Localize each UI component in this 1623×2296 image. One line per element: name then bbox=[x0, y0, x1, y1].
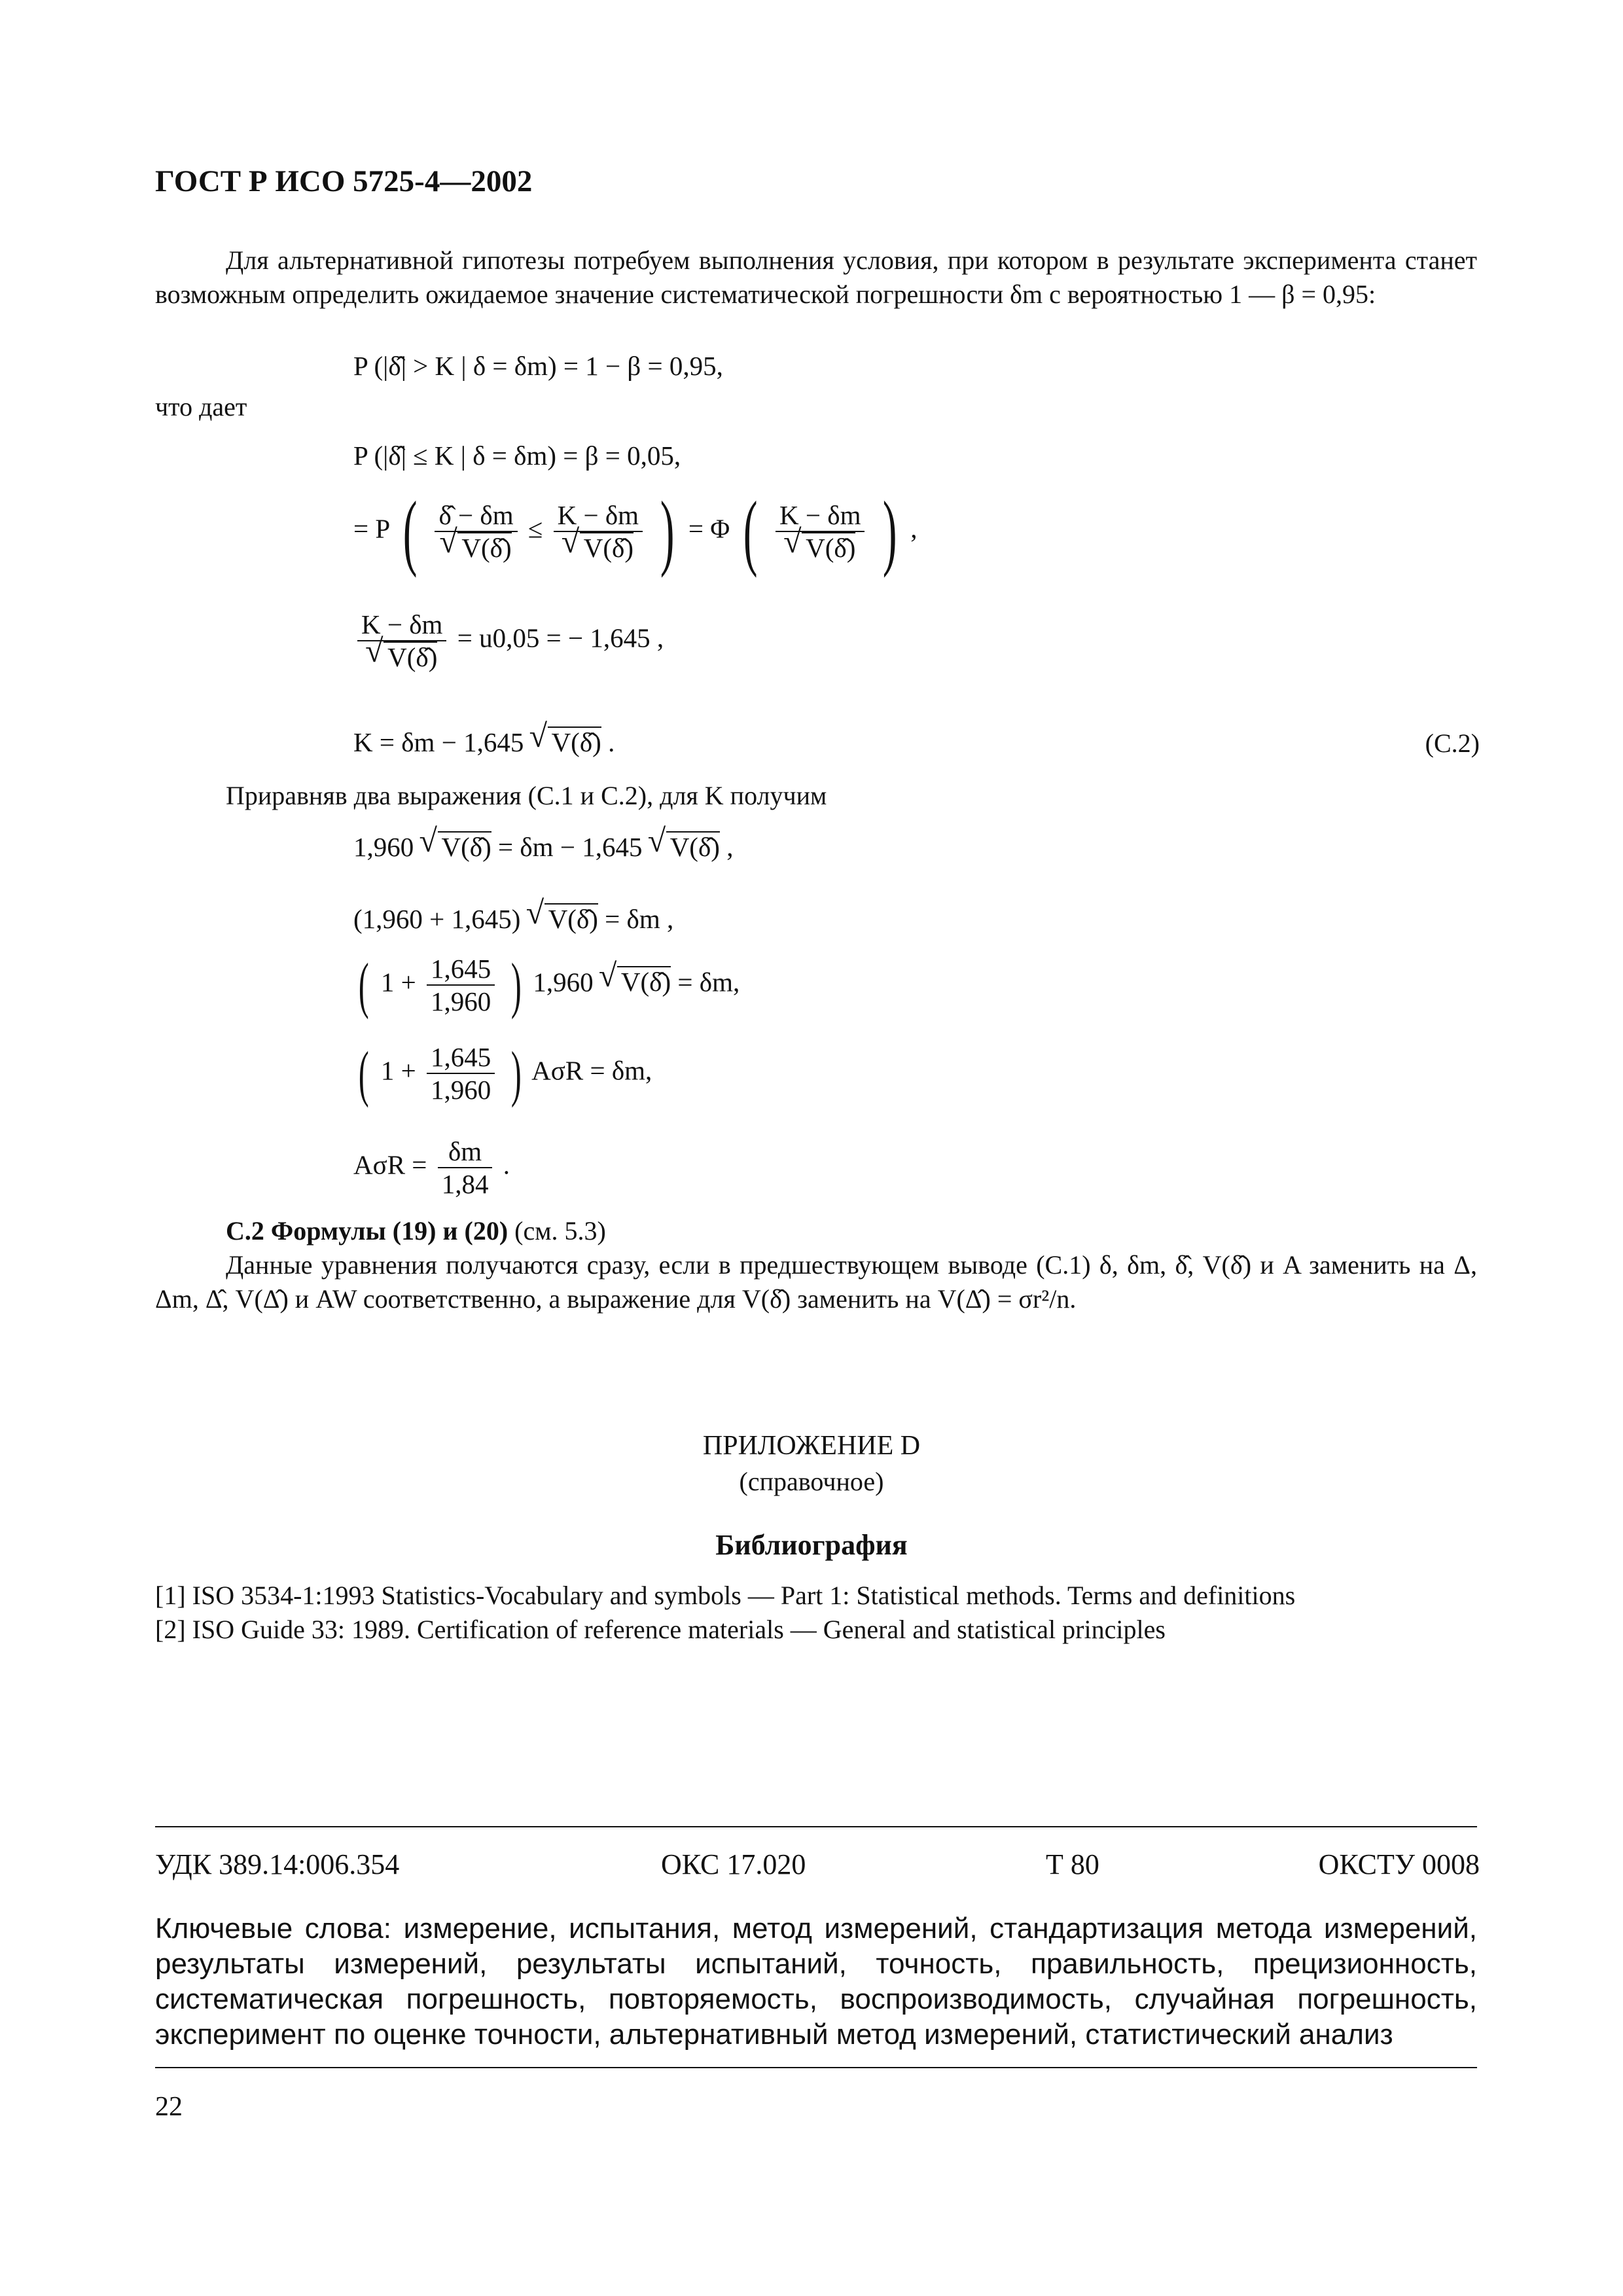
equation-10 bbox=[353, 1136, 510, 1200]
oks-code: ОКС 17.020 bbox=[661, 1848, 806, 1880]
eq10-num: δm bbox=[438, 1136, 493, 1168]
eq3-den-2 bbox=[554, 532, 643, 564]
eq9-fraction bbox=[427, 1041, 495, 1105]
eq3-den-3 bbox=[776, 532, 865, 564]
eq4-den bbox=[357, 641, 446, 673]
eq6-b: = δm − 1,645 bbox=[497, 832, 643, 862]
eq3-suffix: , bbox=[910, 513, 918, 544]
equation-6 bbox=[353, 831, 733, 863]
eq10-lhs: AσR = bbox=[353, 1149, 427, 1180]
eq8-num: 1,645 bbox=[427, 953, 495, 986]
sqrt-symbol: √ V(δ̂) bbox=[666, 831, 720, 861]
eq7-b: = δm , bbox=[605, 904, 674, 934]
equate-paragraph: Приравняв два выражения (С.1 и С.2), для K получим bbox=[226, 781, 827, 810]
eq10-fraction bbox=[438, 1136, 493, 1200]
sqrt-symbol: √ V(δ̂) bbox=[617, 966, 671, 996]
eq9-b: AσR = δm, bbox=[531, 1055, 652, 1086]
eq5-lhs: K = δm − 1,645 bbox=[353, 727, 524, 757]
section-c2-title: C.2 Формулы (19) и (20) bbox=[226, 1216, 508, 1246]
gives-label: что дает bbox=[155, 392, 247, 422]
udk-code: УДК 389.14:006.354 bbox=[155, 1848, 400, 1880]
footer-rule-top bbox=[155, 1826, 1477, 1827]
equation-5 bbox=[353, 726, 615, 758]
eq9-one: 1 + bbox=[380, 1055, 416, 1086]
section-c2-ref: (см. 5.3) bbox=[508, 1216, 606, 1246]
eq9-den: 1,960 bbox=[431, 1075, 491, 1105]
eq10-den: 1,84 bbox=[441, 1169, 489, 1199]
equation-4 bbox=[353, 609, 664, 673]
equation-2: P (|δ̂| ≤ K | δ = δm) = β = 0,05, bbox=[353, 440, 681, 471]
okstu-code: ОКСТУ 0008 bbox=[1318, 1848, 1480, 1880]
eq3-fraction-3 bbox=[776, 499, 865, 564]
eq3-num-2: K − δm bbox=[554, 499, 643, 532]
equation-number-c2: (C.2) bbox=[1425, 728, 1480, 758]
eq3-rparen-2: ) bbox=[882, 484, 897, 579]
t-code: Т 80 bbox=[1046, 1848, 1099, 1880]
eq5-end: . bbox=[608, 727, 615, 757]
eq8-b: 1,960 bbox=[533, 967, 594, 997]
eq9-num: 1,645 bbox=[427, 1041, 495, 1074]
footer-rule-bottom bbox=[155, 2067, 1477, 2068]
eq3-le: ≤ bbox=[527, 513, 543, 544]
equation-9 bbox=[353, 1041, 652, 1106]
sqrt-symbol: √ V(δ̂) bbox=[383, 641, 437, 672]
eq4-fraction bbox=[357, 609, 446, 673]
eq9-lparen: ( bbox=[358, 1039, 369, 1108]
bibliography-item-2: [2] ISO Guide 33: 1989. Certification of reference materials — General and statistical principles bbox=[155, 1615, 1166, 1644]
page-number: 22 bbox=[155, 2092, 183, 2122]
equation-7 bbox=[353, 903, 673, 935]
equation-1: P (|δ̂| > K | δ = δm) = 1 − β = 0,95, bbox=[353, 351, 723, 381]
eq3-prefix: = P bbox=[353, 513, 389, 544]
document-header: ГОСТ Р ИСО 5725-4—2002 bbox=[155, 164, 533, 198]
intro-paragraph: Для альтернативной гипотезы потребуем выполнения условия, при котором в результате эксперимента станет возможным определить ожидаемое значение систематической погрешности δm с вероятностью 1 — β = 0,95: bbox=[155, 245, 1477, 309]
eq6-a: 1,960 bbox=[353, 832, 414, 862]
section-c2-text: Данные уравнения получаются сразу, если в предшествующем выводе (С.1) δ, δm, δ̂, V(δ̂) и A заменить на Δ, Δm, Δ̂, V(Δ̂) и AW соответственно, а выражение для V(δ̂) заменить на V(Δ̂) = σr²/n. bbox=[155, 1250, 1477, 1314]
eq9-rparen: ) bbox=[510, 1039, 522, 1108]
eq3-eqphi: = Φ bbox=[688, 513, 730, 544]
eq3-lparen-2: ( bbox=[743, 484, 758, 579]
eq8-fraction bbox=[427, 953, 495, 1017]
eq4-rhs: = u0,05 = − 1,645 , bbox=[457, 622, 664, 653]
eq7-a: (1,960 + 1,645) bbox=[353, 904, 521, 934]
eq3-num-1: δ̂ − δm bbox=[435, 499, 517, 532]
sqrt-symbol: √ V(δ̂) bbox=[457, 532, 511, 562]
eq4-num: K − δm bbox=[357, 609, 446, 641]
appendix-subtitle: (справочное) bbox=[739, 1467, 884, 1496]
eq3-fraction-1 bbox=[435, 499, 517, 564]
equation-8 bbox=[353, 952, 740, 1018]
appendix-title: ПРИЛОЖЕНИЕ D bbox=[702, 1431, 921, 1461]
keywords-paragraph: Ключевые слова: измерение, испытания, метод измерений, стандартизация метода измерений, результаты измерений, результаты испытаний, точность, правильность, прецизионность, систематическая погрешность, повторяемость, воспроизводимость, случайная погрешность, эксперимент по оценке точности, альтернативный метод измерений, статистический анализ bbox=[155, 1912, 1477, 2051]
eq8-den: 1,960 bbox=[431, 986, 491, 1016]
eq10-end: . bbox=[503, 1149, 510, 1180]
sqrt-symbol: √ V(δ̂) bbox=[802, 532, 855, 562]
sqrt-symbol: √ V(δ̂) bbox=[438, 831, 491, 861]
eq8-rparen: ) bbox=[510, 950, 522, 1020]
sqrt-symbol: √ V(δ̂) bbox=[544, 903, 598, 933]
eq3-lparen-1: ( bbox=[402, 484, 418, 579]
eq6-end: , bbox=[726, 832, 734, 862]
equation-3 bbox=[353, 484, 918, 579]
eq8-lparen: ( bbox=[358, 950, 369, 1020]
section-c2-heading bbox=[155, 1214, 1477, 1248]
eq8-one: 1 + bbox=[380, 967, 416, 997]
bibliography-item-1: [1] ISO 3534-1:1993 Statistics-Vocabulary and symbols — Part 1: Statistical methods. Terms and definitions bbox=[155, 1581, 1296, 1610]
bibliography-heading: Библиография bbox=[715, 1529, 908, 1561]
eq3-num-3: K − δm bbox=[776, 499, 865, 532]
sqrt-symbol: √ V(δ̂) bbox=[580, 532, 633, 562]
eq3-den-1 bbox=[435, 532, 517, 564]
eq8-c: = δm, bbox=[677, 967, 740, 997]
sqrt-symbol: √ V(δ̂) bbox=[548, 726, 601, 757]
eq3-fraction-2 bbox=[554, 499, 643, 564]
eq3-rparen-1: ) bbox=[660, 484, 675, 579]
